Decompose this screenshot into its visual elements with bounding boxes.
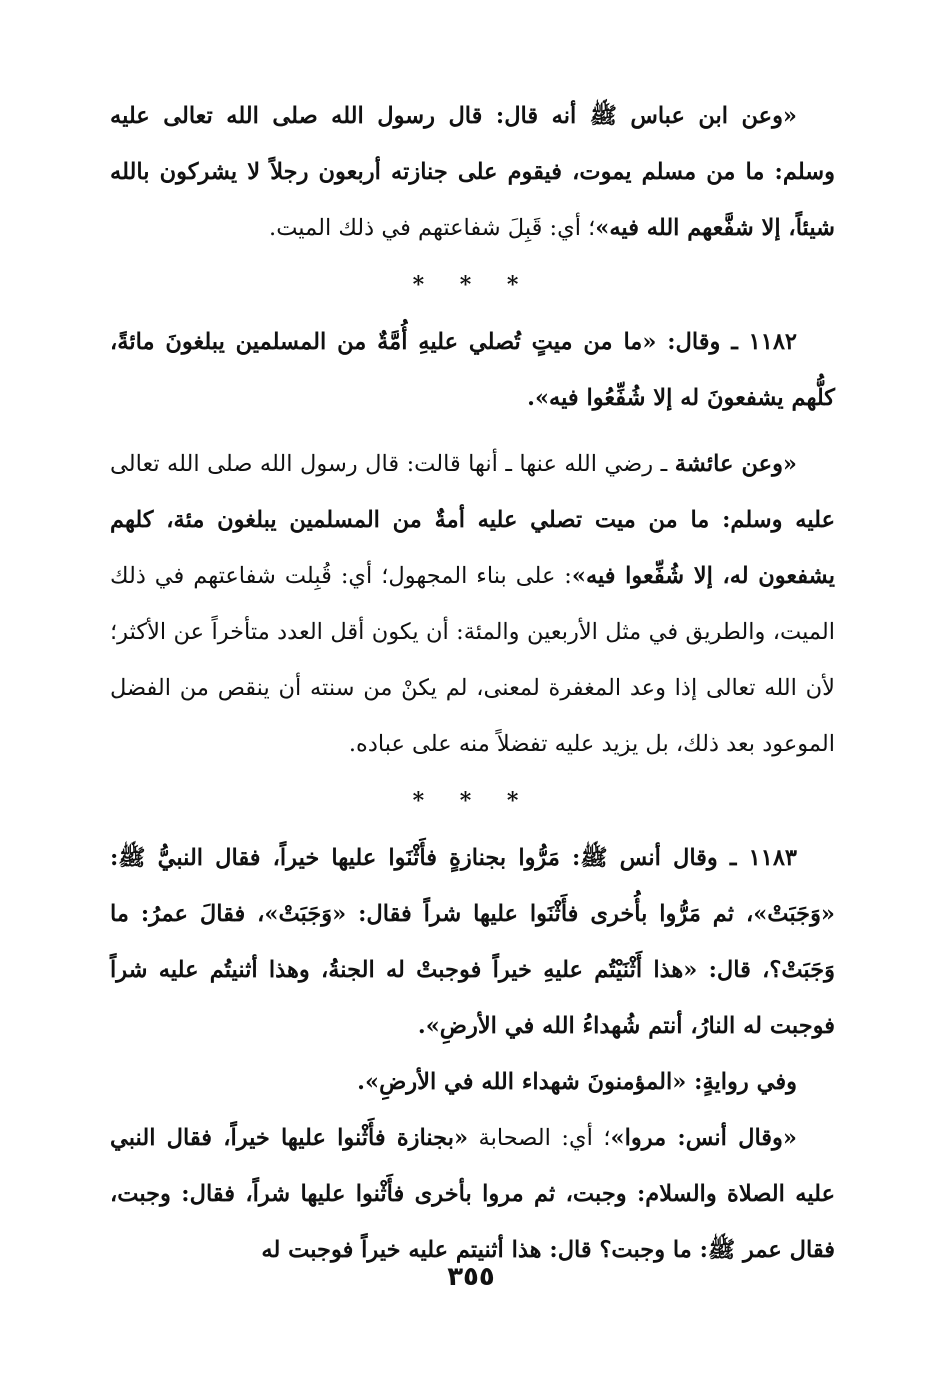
quote-anas: «وقال أنس: مروا»	[610, 1125, 797, 1151]
commentary-ibn-abbas	[110, 88, 835, 256]
commentary-anas	[110, 1110, 835, 1278]
hadith-1183: ١١٨٣ ـ وقال أنس ﷺ: مَرُّوا بجنازةٍ فأَثْنَوا عليها خيراً، فقال النبيُّ ﷺ: «وَجَبَتْ»، ثم مَرُّوا بأُخرى فأَثْنَوا عليها شراً فقال: «وَجَبَتْ»، فقالَ عمرُ: ما وَجَبَتْ؟، قال: «هذا أَثْنَيْتُم عليهِ خيراً فوجبتْ له الجنةُ، وهذا أثنيتُم عليه شراً فوجبت له النارُ، أنتم شُهداءُ الله في الأرضِ».	[110, 845, 835, 1039]
riwaya-line: وفي روايةٍ: «المؤمنونَ شهداء الله في الأرضِ».	[357, 1069, 797, 1095]
explanation-aisha: : على بناء المجهول؛ أي: قُبِلت شفاعتهم في ذلك الميت، والطريق في مثل الأربعين والمئة: أن يكون أقل العدد متأخراً عن الأكثر؛ لأن الله تعالى إذا وعد المغفرة لمعنى، لم يكنْ من سنته أن ينقص من الفضل الموعود بعد ذلك، بل يزيد عليه تفضلاً منه على عباده.	[110, 563, 835, 757]
section-separator-2: * * *	[412, 788, 533, 814]
explanation-ibn-abbas: ؛ أي: قَبِلَ شفاعتهم في ذلك الميت.	[269, 215, 596, 241]
section-separator: * * *	[412, 272, 533, 298]
page-number: ٣٥٥	[447, 1262, 495, 1292]
explanation-anas: ؛ أي: الصحابة	[468, 1125, 611, 1151]
commentary-aisha	[110, 436, 835, 772]
page-body	[110, 88, 835, 1278]
aisha-honorific: ـ رضي الله عنها ـ أنها قالت: قال رسول الله صلى الله تعالى	[110, 451, 675, 477]
quote-aisha-intro: «وعن عائشة	[674, 451, 797, 477]
quote-anas-body: «بجنازة فأَثْنوا عليها خيراً، فقال النبي عليه الصلاة والسلام: وجبت، ثم مروا بأخرى فأَثْنوا عليها شراً، فقال: وجبت، فقال عمر ﷺ: ما وجبت؟ قال: هذا أثنيتم عليه خيراً فوجبت له	[110, 1125, 835, 1263]
quote-ibn-abbas: «وعن ابن عباس ﷺ أنه قال: قال رسول الله صلى الله تعالى عليه وسلم: ما من مسلم يموت، فيقوم على جنازته أربعون رجلاً لا يشركون بالله شيئاً، إلا شفَّعهم الله فيه»	[110, 103, 835, 241]
quote-aisha-body: عليه وسلم: ما من ميت تصلي عليه أمةٌ من المسلمين يبلغون مئة، كلهم يشفعون له، إلا شُفِّعوا فيه»	[110, 507, 835, 589]
hadith-1182: ١١٨٢ ـ وقال: «ما من ميتٍ تُصلي عليهِ أُمَّةٌ من المسلمين يبلغونَ مائةً، كلُّهم يشفعونَ له إلا شُفِّعُوا فيه».	[110, 329, 835, 411]
